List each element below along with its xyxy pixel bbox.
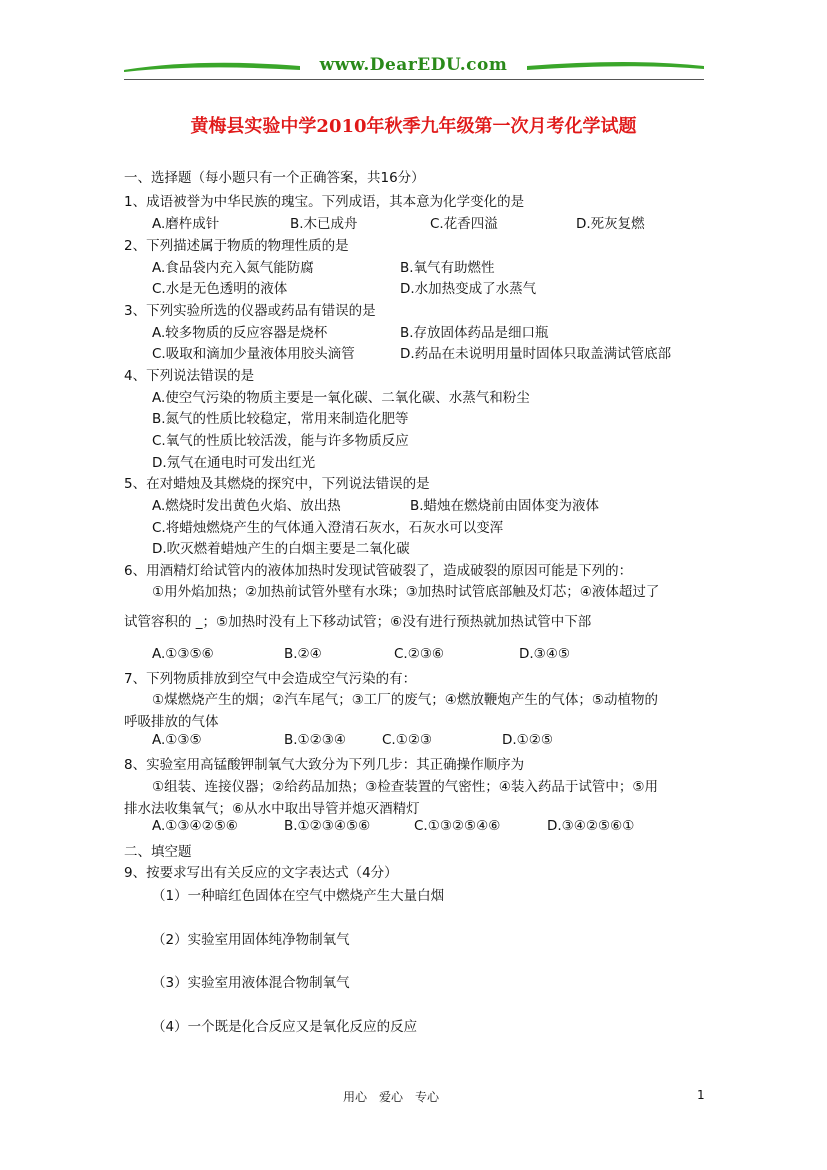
option-d: D.吹灭燃着蜡烛产生的白烟主要是二氧化碳 xyxy=(152,541,410,557)
option-b: B.①②③④ xyxy=(284,732,346,748)
fill-part-3: （3）实验室用液体混合物制氧气 xyxy=(152,975,350,991)
option-d: D.氖气在通电时可发出红光 xyxy=(152,455,316,471)
option-b: B.氧气有助燃性 xyxy=(400,260,495,276)
option-c: C.花香四溢 xyxy=(430,216,498,232)
option-b: B.②④ xyxy=(284,646,322,662)
option-a: A.①③⑤ xyxy=(152,732,202,748)
option-a: A.食品袋内充入氮气能防腐 xyxy=(152,260,314,276)
option-b: B.氮气的性质比较稳定，常用来制造化肥等 xyxy=(152,411,409,427)
option-c: C.将蜡烛燃烧产生的气体通入澄清石灰水，石灰水可以变浑 xyxy=(152,520,504,536)
option-d: D.死灰复燃 xyxy=(576,216,645,232)
option-d: D.③④②⑤⑥① xyxy=(547,818,635,834)
option-d: D.①②⑤ xyxy=(502,732,553,748)
question-stem: 6、用酒精灯给试管内的液体加热时发现试管破裂了，造成破裂的原因可能是下列的： xyxy=(124,563,633,579)
option-a: A.使空气污染的物质主要是一氧化碳、二氧化碳、水蒸气和粉尘 xyxy=(152,390,530,406)
question-stem: 9、按要求写出有关反应的文字表达式（4分） xyxy=(124,865,398,881)
option-b: B.①②③④⑤⑥ xyxy=(284,818,371,834)
option-a: A.①③⑤⑥ xyxy=(152,646,214,662)
option-a: A.①③④②⑤⑥ xyxy=(152,818,238,834)
option-b: B.蜡烛在燃烧前由固体变为液体 xyxy=(410,498,600,514)
question-detail: ①组装、连接仪器；②给药品加热；③检查装置的气密性；④装入药品于试管中；⑤用 xyxy=(152,779,659,795)
fill-part-1: （1）一种暗红色固体在空气中燃烧产生大量白烟 xyxy=(152,888,445,904)
page-number: 1 xyxy=(697,1088,705,1102)
question-detail: ①煤燃烧产生的烟；②汽车尾气；③工厂的废气；④燃放鞭炮产生的气体；⑤动植物的 xyxy=(152,692,659,708)
option-b: B.木已成舟 xyxy=(290,216,358,232)
option-d: D.药品在未说明用量时固体只取盖满试管底部 xyxy=(400,346,672,362)
question-stem: 4、下列说法错误的是 xyxy=(124,368,255,384)
header-logo-text: www.DearEDU.com xyxy=(319,55,508,75)
question-stem: 5、在对蜡烛及其燃烧的探究中，下列说法错误的是 xyxy=(124,476,430,492)
question-detail: 排水法收集氧气；⑥从水中取出导管并熄灭酒精灯 xyxy=(124,801,420,817)
option-a: A.磨杵成针 xyxy=(152,216,220,232)
section-heading: 二、填空题 xyxy=(124,844,192,860)
question-stem: 2、下列描述属于物质的物理性质的是 xyxy=(124,238,349,254)
section-heading: 一、选择题（每小题只有一个正确答案，共16分） xyxy=(124,170,425,186)
question-stem: 8、实验室用高锰酸钾制氧气大致分为下列几步：其正确操作顺序为 xyxy=(124,757,525,773)
option-c: C.①③②⑤④⑥ xyxy=(414,818,501,834)
option-a: A.较多物质的反应容器是烧杯 xyxy=(152,325,328,341)
option-b: B.存放固体药品是细口瓶 xyxy=(400,325,549,341)
question-detail: ①用外焰加热；②加热前试管外壁有水珠；③加热时试管底部触及灯芯；④液体超过了 xyxy=(152,584,660,600)
question-detail: 呼吸排放的气体 xyxy=(124,714,219,730)
footer-motto: 用心 爱心 专心 xyxy=(343,1090,440,1104)
option-c: C.水是无色透明的液体 xyxy=(152,281,288,297)
question-stem: 1、成语被誉为中华民族的瑰宝。下列成语，其本意为化学变化的是 xyxy=(124,194,525,210)
option-d: D.水加热变成了水蒸气 xyxy=(400,281,537,297)
option-d: D.③④⑤ xyxy=(519,646,570,662)
option-c: C.氧气的性质比较活泼，能与许多物质反应 xyxy=(152,433,409,449)
question-stem: 3、下列实验所选的仪器或药品有错误的是 xyxy=(124,303,376,319)
option-a: A.燃烧时发出黄色火焰、放出热 xyxy=(152,498,341,514)
option-c: C.吸取和滴加少量液体用胶头滴管 xyxy=(152,346,355,362)
question-stem: 7、下列物质排放到空气中会造成空气污染的有： xyxy=(124,671,417,687)
fill-part-2: （2）实验室用固体纯净物制氧气 xyxy=(152,932,350,948)
option-c: C.②③⑥ xyxy=(394,646,445,662)
fill-part-4: （4）一个既是化合反应又是氧化反应的反应 xyxy=(152,1019,418,1035)
page-title: 黄梅县实验中学2010年秋季九年级第一次月考化学试题 xyxy=(190,116,637,137)
header-divider xyxy=(124,79,704,80)
option-c: C.①②③ xyxy=(382,732,433,748)
question-detail: 试管容积的 _；⑤加热时没有上下移动试管；⑥没有进行预热就加热试管中下部 xyxy=(124,614,592,630)
